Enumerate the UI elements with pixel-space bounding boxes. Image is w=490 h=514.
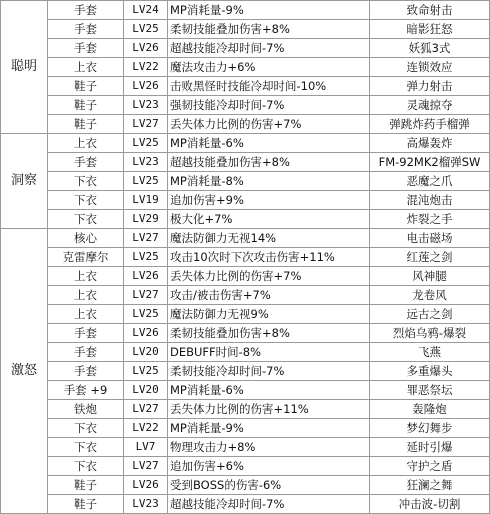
table-row (1, 58, 490, 77)
table-row (1, 419, 490, 438)
skill-level-cell: LV25 (124, 362, 168, 381)
equipment-slot-cell: 铁炮 (48, 400, 124, 419)
skill-level-cell: LV7 (124, 438, 168, 457)
skill-name-cell: FM-92MK2榴弹SW (370, 153, 490, 172)
equipment-slot-cell: 下衣 (48, 172, 124, 191)
skill-name-cell: 冲击波-切割 (370, 495, 490, 514)
equipment-slot-cell: 克雷摩尔 (48, 248, 124, 267)
skill-name-cell: 灵魂掠夺 (370, 96, 490, 115)
table-row (1, 96, 490, 115)
skill-name-cell: 守护之盾 (370, 457, 490, 476)
equipment-slot-cell: 上衣 (48, 58, 124, 77)
table-row (1, 77, 490, 96)
skill-level-cell: LV24 (124, 1, 168, 20)
equipment-slot-cell: 鞋子 (48, 77, 124, 96)
skill-level-cell: LV26 (124, 77, 168, 96)
table-row (1, 39, 490, 58)
table-row (1, 153, 490, 172)
group-label: 洞察 (1, 134, 48, 229)
effect-cell: 柔韧技能叠加伤害+8% (168, 20, 370, 39)
effect-cell: 丢失体力比例的伤害+7% (168, 115, 370, 134)
table-row (1, 172, 490, 191)
table-row (1, 457, 490, 476)
effect-cell: 超越技能冷却时间-7% (168, 39, 370, 58)
skill-level-cell: LV26 (124, 267, 168, 286)
equipment-slot-cell: 下衣 (48, 438, 124, 457)
equipment-slot-cell: 鞋子 (48, 115, 124, 134)
skill-name-cell: 风神腿 (370, 267, 490, 286)
skill-level-cell: LV27 (124, 286, 168, 305)
effect-cell: 物理攻击力+8% (168, 438, 370, 457)
skill-level-cell: LV23 (124, 96, 168, 115)
skill-name-cell: 红莲之剑 (370, 248, 490, 267)
effect-cell: MP消耗量-8% (168, 172, 370, 191)
table-row (1, 286, 490, 305)
equipment-slot-cell: 上衣 (48, 267, 124, 286)
skill-name-cell: 龙卷风 (370, 286, 490, 305)
effect-cell: 攻击10次时下次攻击伤害+11% (168, 248, 370, 267)
skill-name-cell: 狂澜之舞 (370, 476, 490, 495)
equipment-slot-cell: 核心 (48, 229, 124, 248)
effect-cell: 追加伤害+6% (168, 457, 370, 476)
effect-cell: MP消耗量-9% (168, 419, 370, 438)
table-row (1, 134, 490, 153)
table-row (1, 400, 490, 419)
table-row (1, 495, 490, 514)
skill-level-cell: LV25 (124, 248, 168, 267)
skill-level-cell: LV25 (124, 172, 168, 191)
equipment-slot-cell: 下衣 (48, 210, 124, 229)
skill-level-cell: LV27 (124, 457, 168, 476)
table-row (1, 20, 490, 39)
equipment-slot-cell: 鞋子 (48, 476, 124, 495)
skill-name-cell: 延时引爆 (370, 438, 490, 457)
equipment-slot-cell: 手套 (48, 362, 124, 381)
table-row (1, 476, 490, 495)
effect-cell: 击败黑怪时技能冷却时间-10% (168, 77, 370, 96)
table-row (1, 324, 490, 343)
effect-cell: 魔法防御力无视9% (168, 305, 370, 324)
equipment-slot-cell: 手套 (48, 343, 124, 362)
skill-level-cell: LV22 (124, 419, 168, 438)
skill-level-cell: LV27 (124, 229, 168, 248)
skill-level-cell: LV27 (124, 115, 168, 134)
table-row (1, 267, 490, 286)
skill-name-cell: 罪恶祭坛 (370, 381, 490, 400)
skill-name-cell: 电击磁场 (370, 229, 490, 248)
effect-cell: 魔法防御力无视14% (168, 229, 370, 248)
skill-level-cell: LV29 (124, 210, 168, 229)
effect-cell: 超越技能叠加伤害+8% (168, 153, 370, 172)
skill-level-cell: LV19 (124, 191, 168, 210)
skill-name-cell: 高爆轰炸 (370, 134, 490, 153)
equipment-slot-cell: 手套 +9 (48, 381, 124, 400)
skill-level-cell: LV25 (124, 134, 168, 153)
skill-level-cell: LV25 (124, 305, 168, 324)
table-row (1, 305, 490, 324)
skill-name-cell: 混沌炮击 (370, 191, 490, 210)
skill-level-cell: LV26 (124, 476, 168, 495)
skill-name-cell: 恶魔之爪 (370, 172, 490, 191)
skill-level-cell: LV23 (124, 495, 168, 514)
effect-cell: MP消耗量-6% (168, 381, 370, 400)
effect-cell: 攻击/被击伤害+7% (168, 286, 370, 305)
skill-name-cell: 烈焰乌鸦-爆裂 (370, 324, 490, 343)
effect-cell: DEBUFF时间-8% (168, 343, 370, 362)
effect-cell: 魔法攻击力+6% (168, 58, 370, 77)
equipment-slot-cell: 鞋子 (48, 495, 124, 514)
skill-name-cell: 连锁效应 (370, 58, 490, 77)
skill-level-cell: LV26 (124, 39, 168, 58)
group-label: 聪明 (1, 1, 48, 134)
effect-cell: 柔韧技能冷却时间-7% (168, 362, 370, 381)
skill-level-cell: LV22 (124, 58, 168, 77)
equipment-slot-cell: 下衣 (48, 419, 124, 438)
skill-name-cell: 暗影狂怒 (370, 20, 490, 39)
table-row (1, 229, 490, 248)
skill-name-cell: 炸裂之手 (370, 210, 490, 229)
equipment-slot-cell: 手套 (48, 39, 124, 58)
equipment-slot-cell: 下衣 (48, 457, 124, 476)
effect-cell: 丢失体力比例的伤害+11% (168, 400, 370, 419)
skill-level-cell: LV26 (124, 324, 168, 343)
effect-cell: 极大化+7% (168, 210, 370, 229)
table-row (1, 381, 490, 400)
equipment-slot-cell: 上衣 (48, 305, 124, 324)
equipment-slot-cell: 手套 (48, 1, 124, 20)
effect-cell: 丢失体力比例的伤害+7% (168, 267, 370, 286)
table-row (1, 1, 490, 20)
skill-name-cell: 致命射击 (370, 1, 490, 20)
skill-name-cell: 弹力射击 (370, 77, 490, 96)
equipment-slot-cell: 鞋子 (48, 96, 124, 115)
skill-name-cell: 妖狐3式 (370, 39, 490, 58)
skill-level-cell: LV27 (124, 400, 168, 419)
effect-cell: 追加伤害+9% (168, 191, 370, 210)
equipment-slot-cell: 手套 (48, 324, 124, 343)
equipment-slot-cell: 下衣 (48, 191, 124, 210)
table-row (1, 248, 490, 267)
table-row (1, 438, 490, 457)
skill-level-cell: LV20 (124, 343, 168, 362)
skill-level-cell: LV25 (124, 20, 168, 39)
effect-cell: 超越技能冷却时间-7% (168, 495, 370, 514)
effect-cell: 强韧技能冷却时间-7% (168, 96, 370, 115)
effect-cell: MP消耗量-6% (168, 134, 370, 153)
equipment-slot-cell: 上衣 (48, 134, 124, 153)
skill-name-cell: 远古之剑 (370, 305, 490, 324)
skill-name-cell: 飞燕 (370, 343, 490, 362)
table-row (1, 115, 490, 134)
effect-cell: MP消耗量-9% (168, 1, 370, 20)
table-row (1, 191, 490, 210)
skill-name-cell: 多重爆头 (370, 362, 490, 381)
skill-level-cell: LV20 (124, 381, 168, 400)
effect-cell: 受到BOSS的伤害-6% (168, 476, 370, 495)
effect-cell: 柔韧技能叠加伤害+8% (168, 324, 370, 343)
skill-name-cell: 轰隆炮 (370, 400, 490, 419)
table-row (1, 343, 490, 362)
table-row (1, 210, 490, 229)
equipment-slot-cell: 上衣 (48, 286, 124, 305)
equipment-slot-cell: 手套 (48, 153, 124, 172)
skill-level-cell: LV23 (124, 153, 168, 172)
group-label: 激怒 (1, 229, 48, 514)
skill-name-cell: 弹跳炸药手榴弹 (370, 115, 490, 134)
table-row (1, 362, 490, 381)
skill-name-cell: 梦幻舞步 (370, 419, 490, 438)
equipment-slot-cell: 手套 (48, 20, 124, 39)
